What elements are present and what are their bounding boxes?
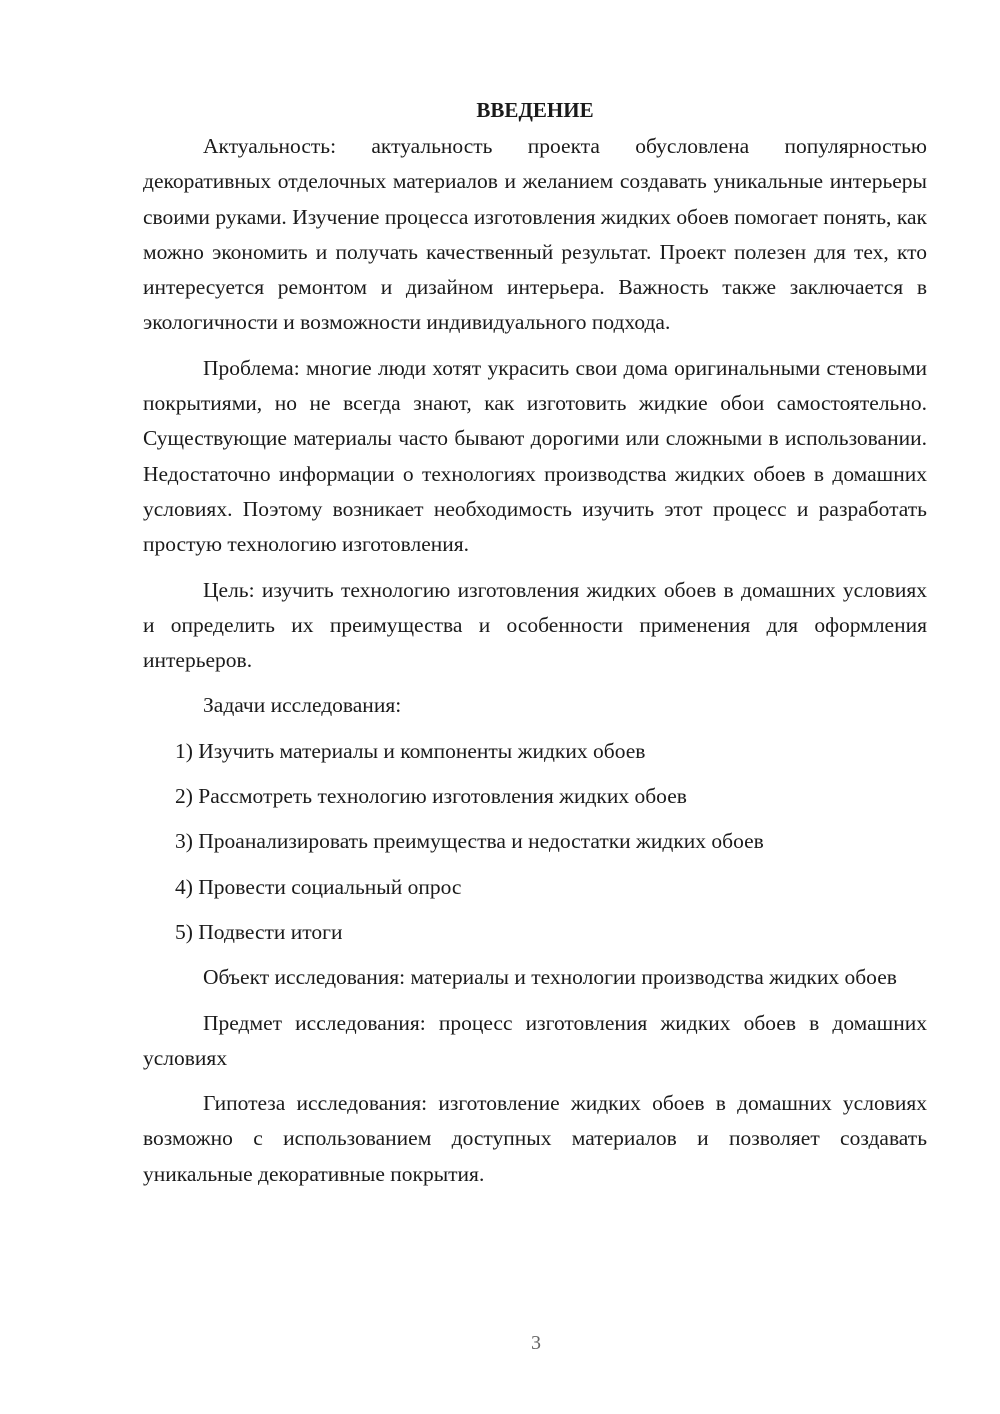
list-item: 5) Подвести итоги (175, 919, 343, 944)
list-item: 1) Изучить материалы и компоненты жидких обоев (175, 738, 646, 763)
list-item: 3) Проанализировать преимущества и недостатки жидких обоев (175, 829, 764, 854)
list-item: 4) Провести социальный опрос (175, 874, 462, 899)
hypothesis-paragraph: Гипотеза исследования: изготовление жидких обоев в домашних условиях возможно с использованием доступных материалов и позволяет создавать уникальные декоративные покрытия. (143, 1091, 927, 1186)
tasks-heading: Задачи исследования: (203, 693, 402, 718)
tasks-list (143, 734, 927, 950)
goal-paragraph: Цель: изучить технологию изготовления жидких обоев в домашних условиях и определить их преимущества и особенности применения для оформления интерьеров. (143, 577, 927, 673)
page-title: ВВЕДЕНИЕ (476, 98, 594, 122)
page-content (143, 94, 927, 1202)
relevance-paragraph: Актуальность: актуальность проекта обусловлена популярностью декоративных отделочных материалов и желанием создавать уникальные интерьеры своими руками. Изучение процесса изготовления жидких обоев помогает понять, как можно экономить и получать качественный результат. Проект полезен для тех, кто интересуется ремонтом и дизайном интерьера. Важность также заключается в экологичности и возможности индивидуального подхода. (143, 134, 927, 335)
list-item: 2) Рассмотреть технологию изготовления жидких обоев (175, 784, 687, 809)
page-number: 3 (531, 1332, 541, 1354)
object-paragraph: Объект исследования: материалы и технологии производства жидких обоев (203, 965, 897, 990)
subject-paragraph: Предмет исследования: процесс изготовления жидких обоев в домашних условиях (143, 1010, 927, 1070)
problem-paragraph: Проблема: многие люди хотят украсить свои дома оригинальными стеновыми покрытиями, но не всегда знают, как изготовить жидкие обои самостоятельно. Существующие материалы часто бывают дорогими или сложными в использовании. Недостаточно информации о технологиях производства жидких обоев в домашних условиях. Поэтому возникает необходимость изучить этот процесс и разработать простую технологию изготовления. (143, 355, 927, 557)
